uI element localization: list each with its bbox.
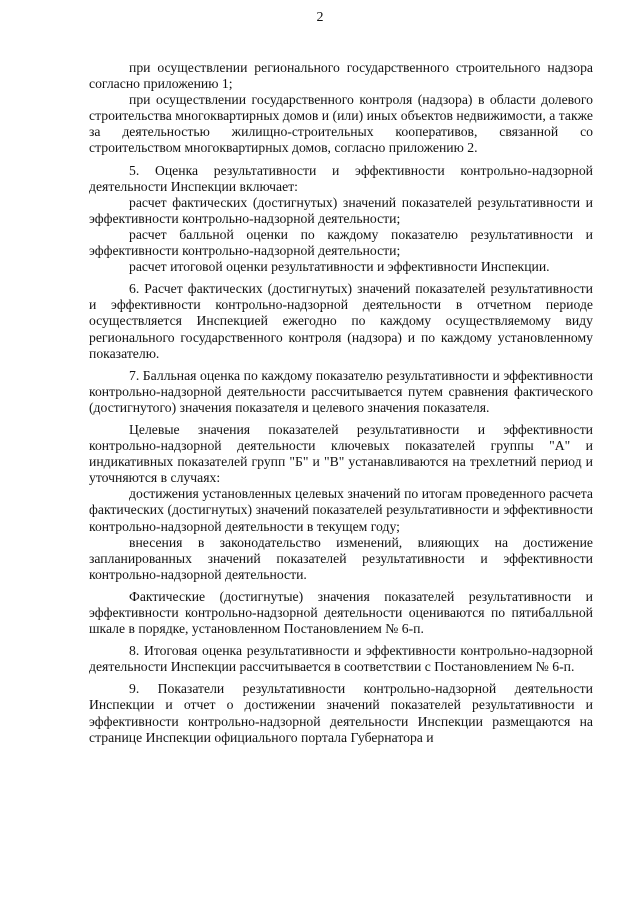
paragraph-target-values-achieved: достижения установленных целевых значений по итогам проведенного расчета фактических (достигнутых) значений показателей результативности и эффективности контрольно-надзорной деятельности в текущем году; — [89, 486, 593, 534]
paragraph-total-score-calculation: расчет итоговой оценки результативности и эффективности Инспекции. — [129, 259, 550, 275]
paragraph-shared-construction-control: при осуществлении государственного контроля (надзора) в области долевого строительства многоквартирных домов и (или) иных объектов недвижимости, а также за деятельностью жилищно-строительных кооперативов, связанной со строительством многоквартирных домов, согласно приложению 2. — [89, 92, 593, 156]
paragraph-five-point-scale: Фактические (достигнутые) значения показателей результативности и эффективности контрольно-надзорной деятельности оцениваются по пятибалльной шкале в порядке, установленном Постановлением № 6-п. — [89, 588, 593, 637]
paragraph-target-values: Целевые значения показателей результативности и эффективности контрольно-надзорной деятельности ключевых показателей группы "А" и индикативных показателей групп "Б" и "В" устанавливаются на трехлетний период и уточняются в случаях: — [89, 421, 593, 486]
paragraph-legislation-changes: внесения в законодательство изменений, влияющих на достижение запланированных значений показателей результативности и эффективности контрольно-надзорной деятельности. — [89, 534, 593, 582]
paragraph-item-6: 6. Расчет фактических (достигнутых) значений показателей результативности и эффективности контрольно-надзорной деятельности в отчетном периоде осуществляется Инспекцией ежегодно по каждому осуществляемому виду регионального государственного контроля (надзора) и по каждому установленному показателю. — [89, 281, 593, 361]
paragraph-actual-values-calculation: расчет фактических (достигнутых) значений показателей результативности и эффективности контрольно-надзорной деятельности; — [89, 194, 593, 226]
paragraph-item-7: 7. Балльная оценка по каждому показателю результативности и эффективности контрольно-надзорной деятельности рассчитывается путем сравнения фактического (достигнутого) значения показателя и целевого значения показателя. — [89, 367, 593, 415]
paragraph-score-calculation: расчет балльной оценки по каждому показателю результативности и эффективности контрольно-надзорной деятельности; — [89, 226, 593, 259]
paragraph-item-8: 8. Итоговая оценка результативности и эффективности контрольно-надзорной деятельности Инспекции рассчитывается в соответствии с Постановлением № 6-п. — [89, 643, 593, 675]
paragraph-regional-supervision: при осуществлении регионального государственного строительного надзора согласно приложению 1; — [89, 60, 593, 92]
page-number: 2 — [316, 10, 324, 25]
paragraph-item-5: 5. Оценка результативности и эффективности контрольно-надзорной деятельности Инспекции включает: — [89, 162, 593, 194]
document-body — [89, 60, 593, 746]
paragraph-item-9: 9. Показатели результативности контрольно-надзорной деятельности Инспекции и отчет о достижении значений показателей результативности и эффективности контрольно-надзорной деятельности Инспекции размещаются на странице Инспекции официального портала Губернатора и — [89, 681, 593, 745]
